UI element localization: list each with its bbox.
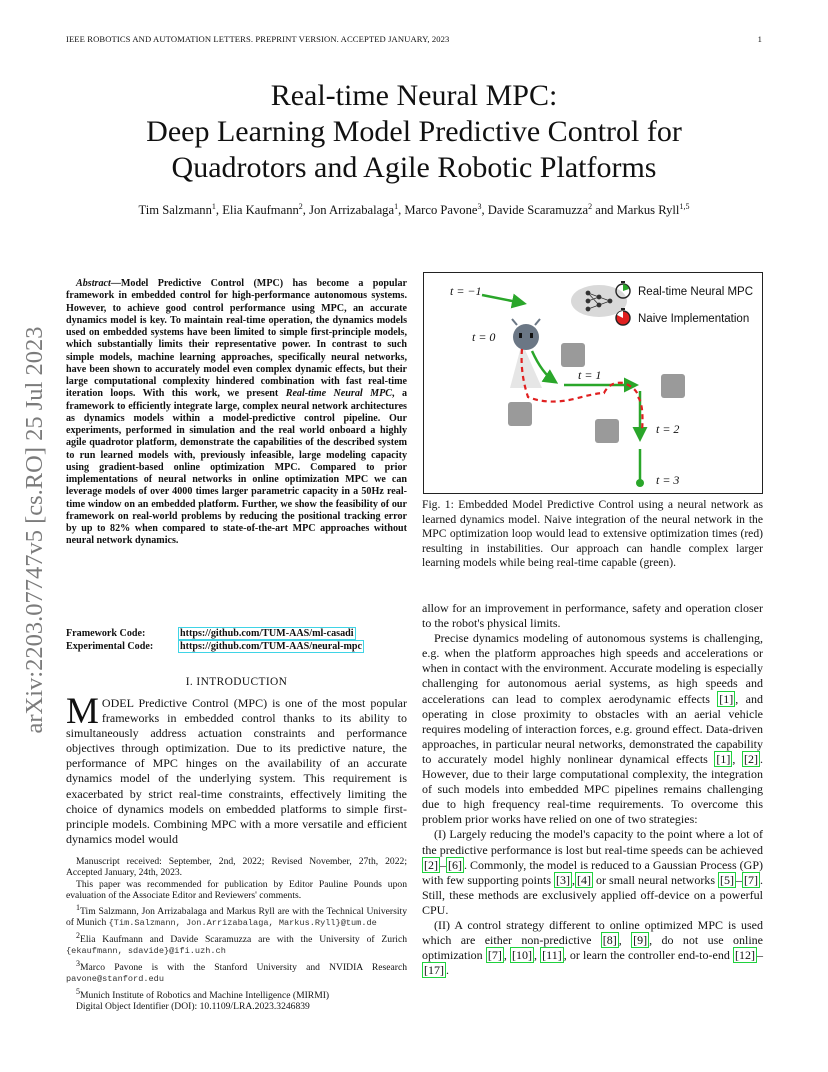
author-list: Tim Salzmann$^1$, Elia Kaufmann$^2$, Jon Arrizabalaga$^1$, Marco Pavone$^3$, Davide Scaramuzza$^2$ and Markus Ryll$^{1,5}$ [138,202,690,218]
running-header [66,34,762,44]
paragraph: (I) Largely reducing the model's capacity to the point where a lot of the predictive performance is lost but real-time speeds can be achieved [2] – [6] . Commonly, the model is reduced to a Gaussian Process (GP) with few supporting points [3] , [4] or small neural networks [5] – [7] . Still, these methods are exclusively applied off-device on a powerful CPU. [422,827,764,917]
page-number: 1 [757,34,762,44]
paragraph: allow for an improvement in performance, safety and operation closer to the robot's physical limits. [422,601,763,631]
legend-naive: Naive Implementation [638,313,750,325]
framework-code-row [66,627,407,640]
citation-link[interactable]: [9] [633,933,648,948]
right-column-text [422,601,763,978]
running-title: IEEE ROBOTICS AND AUTOMATION LETTERS. PREPRINT VERSION. ACCEPTED JANUARY, 2023 [66,34,450,44]
footnote-manuscript: Manuscript received: September, 2nd, 2022; Revised November, 27th, 2022; Accepted January, 24th, 2023. [66,856,407,879]
footnote-affiliation-1: $^1$Tim Salzmann, Jon Arrizabalaga and Markus Ryll are with the Technical University of Munich {Tim.Salzmann, Jon.Arrizabalaga, Markus.Ryll}@tum.de [66,902,407,929]
endpoint-marker [636,479,644,487]
author: Davide Scaramuzza$^2$ [487,202,593,218]
introduction-text [66,691,407,847]
time-label-t0: t = 0 [472,330,496,344]
citation-link[interactable]: [12] [735,948,756,963]
paragraph: (II) A control strategy different to online optimized MPC is used which are either non-predictive [8] , [9] , do not use online optimization [7] , [10] , [11] , or learn the controller end-to-end [12] –[17] . [422,917,764,978]
email[interactable]: {ekaufmann, sdavide}@ifi.uzh.ch [66,946,226,957]
citation-link[interactable]: [7] [487,948,502,963]
author: Elia Kaufmann$^2$ [222,202,303,218]
title-line-2: Deep Learning Model Predictive Control for [146,115,682,148]
citation-link[interactable]: [2] [424,857,438,872]
abstract [66,278,407,548]
figure-1 [423,272,763,494]
framework-code-link[interactable]: https://github.com/TUM-AAS/ml-casadi [180,628,354,639]
code-links [66,627,407,653]
email[interactable]: pavone@stanford.edu [66,974,164,985]
citation-link[interactable]: [1] [716,751,731,766]
author: Jon Arrizabalaga$^1$ [309,202,399,218]
abstract-text: —Model Predictive Control (MPC) has become a popular framework in embedded control for high-performance autonomous systems. However, to achieve good control performance using MPC, an accurate dynamics model is key. To maintain real-time operation, the dynamics models used on embedded systems have been limited to simple first-principle models, which substantially limits their representative power. In contrast to such simple models, machine learning approaches, specifically neural networks, have been shown to accurately model even complex dynamic effects, but their large computational complexity hindered combination with fast real-time iteration loops. With this work, we present [66,278,407,400]
arxiv-stamp [20,295,50,765]
obstacle [561,343,585,367]
time-label-t3: t = 3 [656,473,680,487]
author: Marco Pavone$^3$ [404,202,482,218]
green-path-segment [482,295,522,303]
citation-link[interactable]: [1] [719,691,734,706]
citation-link[interactable]: [5] [720,872,735,887]
citation-link[interactable]: [4] [577,872,592,887]
footnotes [66,856,407,1013]
footnote-editor: This paper was recommended for publication by Editor Pauline Pounds upon evaluation of the Associate Editor and Reviewers' comments. [66,878,407,902]
citation-link[interactable]: [8] [602,933,617,948]
citation-link[interactable]: [3] [556,872,571,887]
figure-1-illustration [424,273,762,493]
citation-link[interactable]: [7] [744,872,759,887]
footnote-affiliation-2: $^2$Elia Kaufmann and Davide Scaramuzza are with the University of Zurich {ekaufmann, sdavide}@ifi.uzh.ch [66,930,407,957]
arxiv-id: arXiv:2203.07747v5 [cs.RO] 25 Jul 2023 [21,326,48,734]
title-line-3: Quadrotors and Agile Robotic Platforms [171,151,657,184]
footnote-doi: Digital Object Identifier (DOI): 10.1109/LRA.2023.3246839 [76,1001,310,1013]
citation-link[interactable]: [2] [744,751,758,766]
experimental-code-link[interactable]: https://github.com/TUM-AAS/neural-mpc [180,641,362,652]
citation-link[interactable]: [11] [542,948,562,963]
author: Markus Ryll$^{1,5}$ [616,202,690,218]
abstract-text-cont: , a framework to efficiently integrate large, complex neural network architectures as dynamics models within a model-predictive control pipeline. Our experiments, performed in simulation and the real world onboard a highly agile quadrotor platform, demonstrate the capabilities of the described system to run learned models with, previously infeasible, large modeling capacity using gradient-based online optimization MPC. Compared to prior implementations of neural networks in online optimization MPC we can leverage models of over 4000 times larger parametric capacity in a 50Hz real-time window on an embedded platform. Further, we show the feasibility of our framework on real-world problems by reducing the positional tracking error by up to 82% when compared to state-of-the-art MPC approaches without neural network dynamics. [66,388,408,547]
paper-title [66,78,762,186]
email[interactable]: {Tim.Salzmann, Jon.Arrizabalaga, Markus.Ryll}@tum.de [108,918,377,929]
intro-paragraph: ODEL Predictive Control (MPC) is one of the most popular frameworks in embedded control thanks to its ability to simultaneously address actuation constraints and performance objectives through optimization. Due to its predictive nature, the performance of MPC hinges on the availability of an accurate dynamics model of the underlying system. This requirement is exacerbated by strict real-time constraints, effectively limiting the choice of dynamics models on embedded platforms to simple first-principle models. Combining MPC with a more versatile and efficient dynamics model would [66,696,407,846]
footnote-affiliation-3: $^3$Marco Pavone is with the Stanford University and NVIDIA Research pavone@stanford.edu [66,958,407,985]
citation-link[interactable]: [10] [512,948,532,963]
abstract-label: Abstract [76,278,111,289]
citation-link[interactable]: [17] [424,963,444,978]
abstract-emphasis: Real-time Neural MPC [285,388,392,400]
robot-icon [512,319,540,350]
time-label-t1: t = 1 [578,368,602,382]
paragraph: Precise dynamics modeling of autonomous systems is challenging, e.g. when the platform approaches high speeds and accelerations or when in contact with the environment. Accurate modeling is especially challenging for autonomous aerial systems, as high speeds and accelerations can lead to complex aerodynamic effects [1] , and operating in close proximity to obstacles with an aerial vehicle requires modeling of interaction forces, e.g. ground effect. Data-driven approaches, in particular neural networks, demonstrated the capability to accurately model highly nonlinear dynamical effects [1] , [2] . However, due to their large computational complexity, the integration of such models into embedded MPC pipelines remains challenging due to high frequency real-time requirements. To overcome this problem prior works have relied on one of two strategies: [422,631,763,827]
framework-code-label: Framework Code: [66,628,146,639]
author: Tim Salzmann$^1$ [138,202,216,218]
experimental-code-label: Experimental Code: [66,641,154,652]
time-label-t-minus-1: t = −1 [450,284,482,298]
figure-1-caption: Fig. 1: Embedded Model Predictive Control using a neural network as learned dynamics model. Naive integration of the neural network in the MPC optimization loop would lead to extensive optimization times (red) resulting in instabilities. Our approach can handle complex larger learning models while being real-time capable (green). [422,498,763,570]
title-line-1: Real-time Neural MPC: [270,79,558,112]
obstacle [595,419,619,443]
obstacle [661,374,685,398]
obstacle [508,402,532,426]
section-heading-introduction: I. INTRODUCTION [185,676,288,688]
drop-cap: M [66,691,99,732]
legend-realtime: Real-time Neural MPC [638,286,754,298]
experimental-code-row [66,640,407,653]
footnote-affiliation-5: $^5$Munich Institute of Robotics and Machine Intelligence (MIRMI) [76,986,330,1001]
time-label-t2: t = 2 [656,422,680,436]
citation-link[interactable]: [6] [448,857,462,872]
